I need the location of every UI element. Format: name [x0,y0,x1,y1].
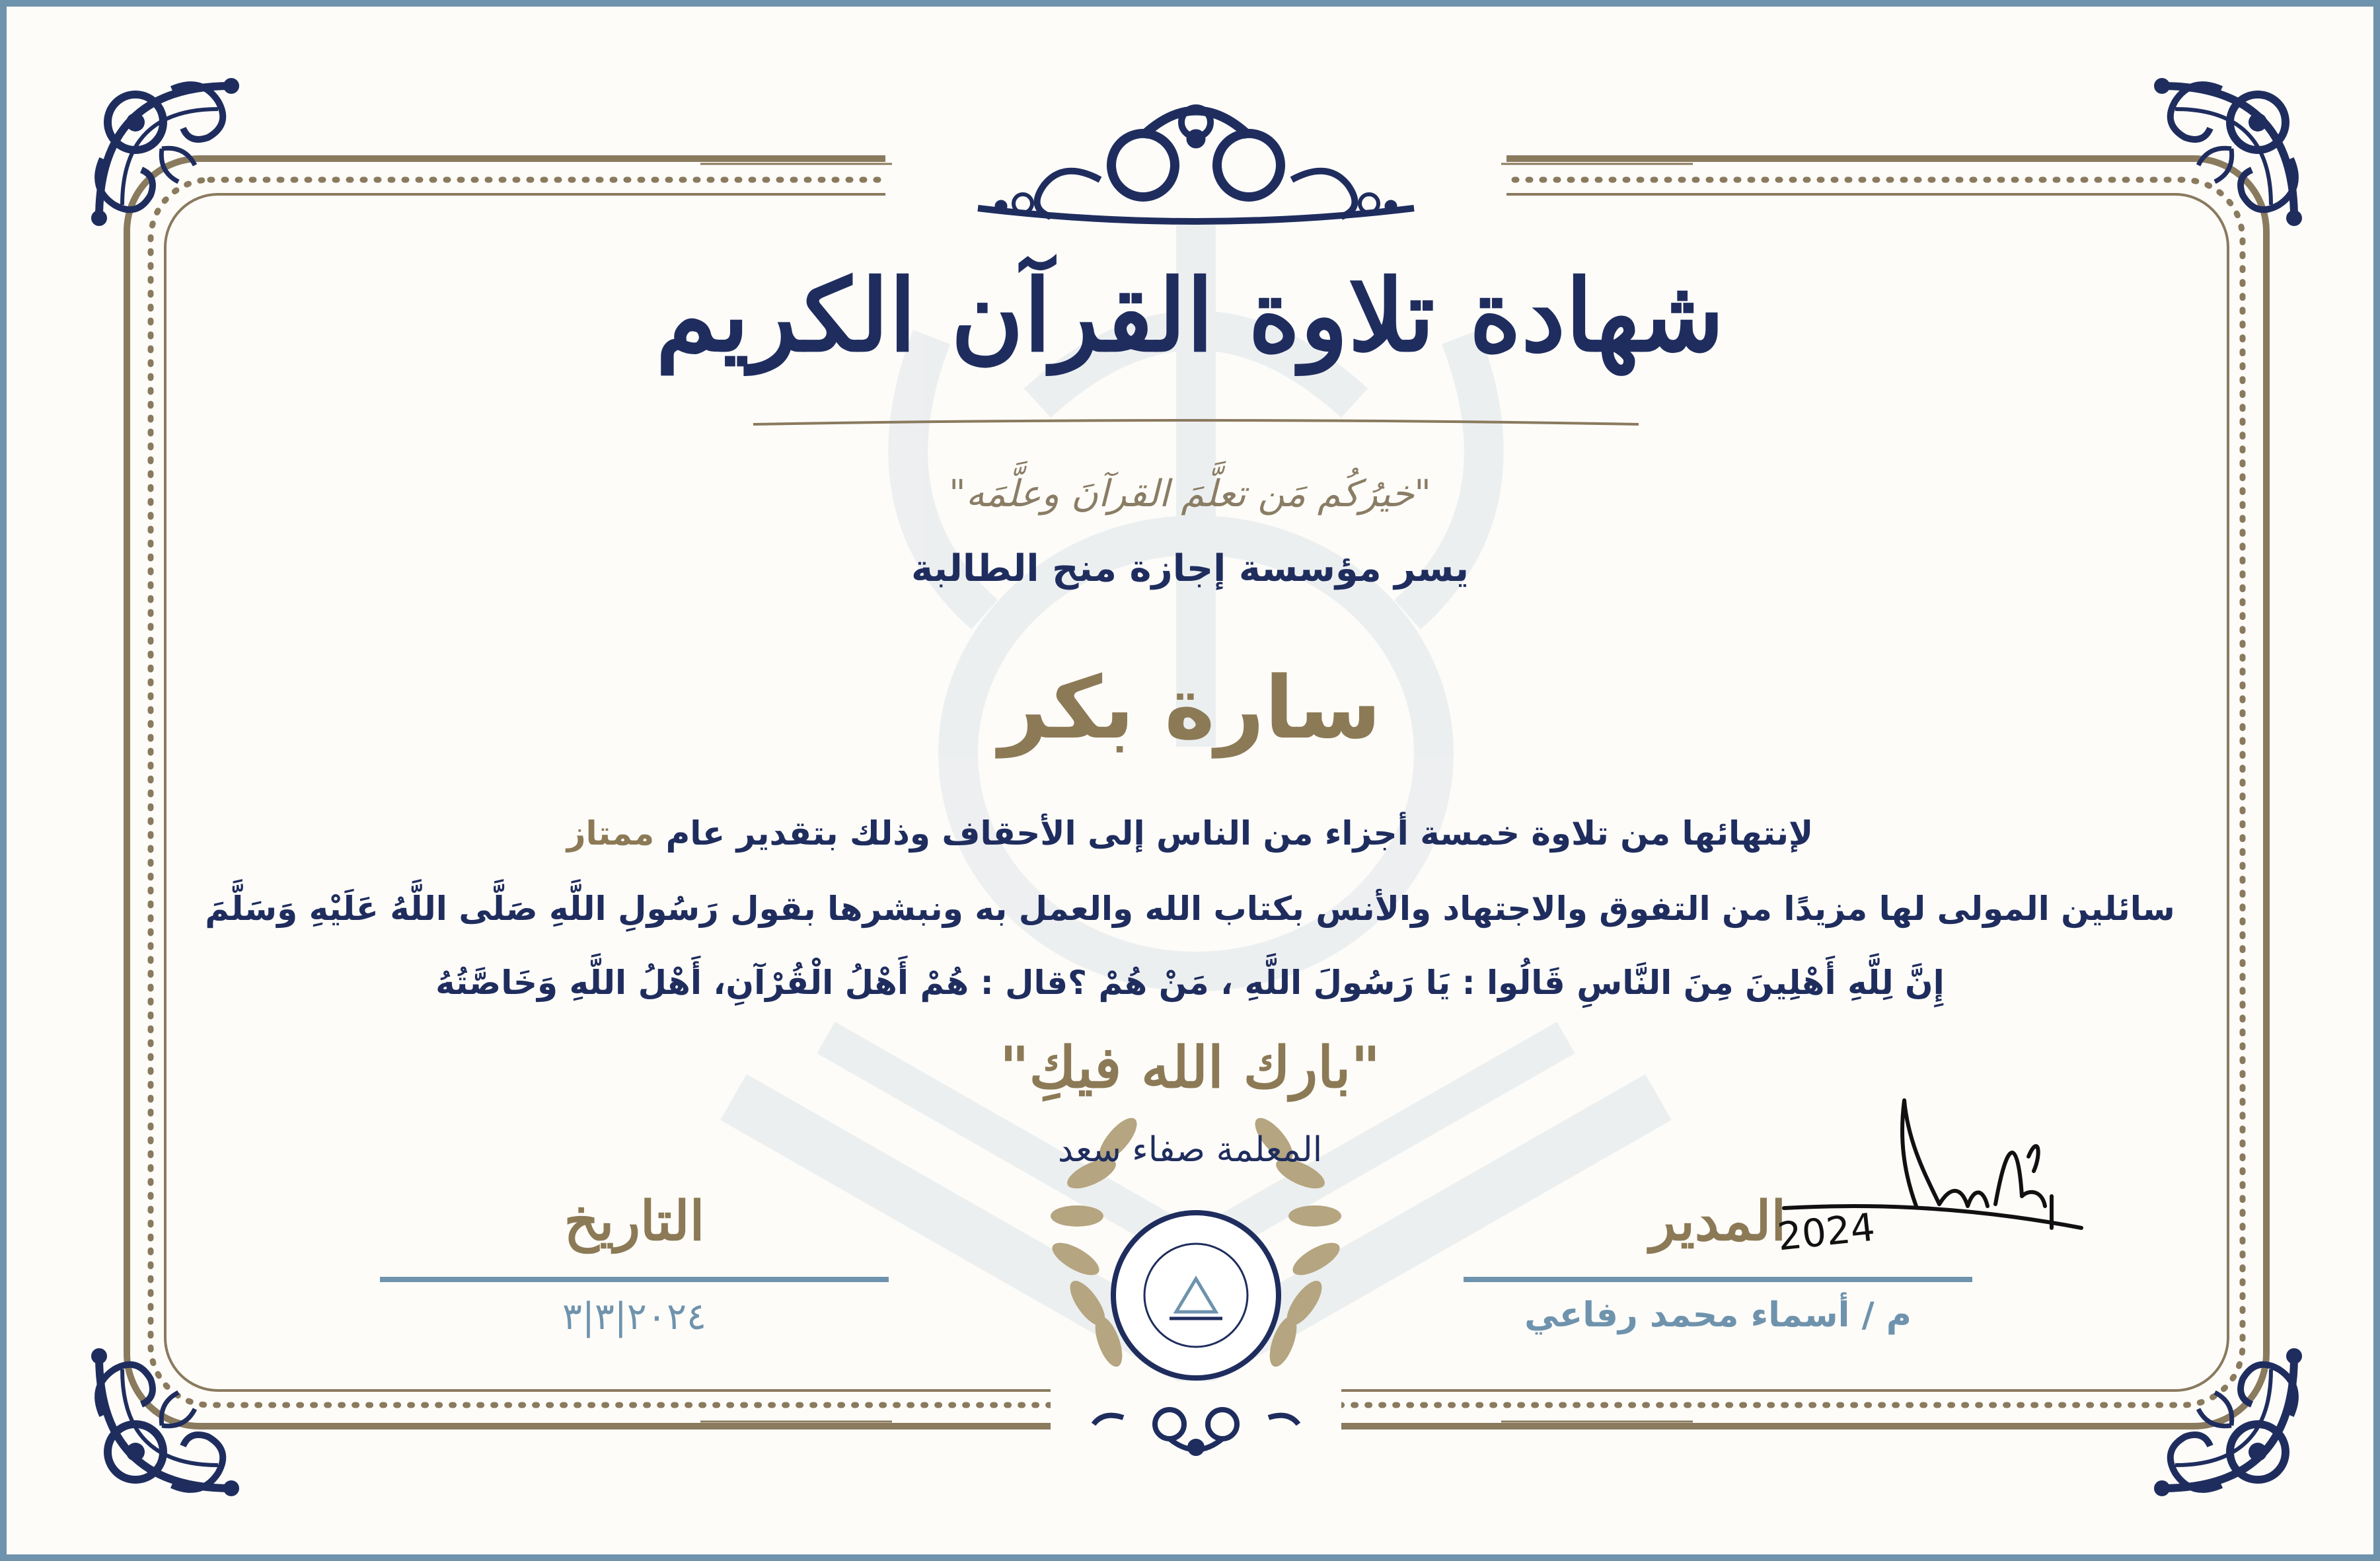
certificate-title: شهادة تلاوة القرآن الكريم [655,258,1725,374]
director-label: المدير [1649,1190,1787,1253]
blessing-text: "بارك الله فيكِ" [999,1034,1381,1101]
hadith-quote: "خيرُكُم مَن تعلَّمَ القرآنَ وعلَّمَه" [948,473,1432,515]
signature-year: 2024 [1775,1204,1877,1260]
body-line-3: إِنَّ لِلَّهِ أَهْلِينَ مِنَ النَّاسِ قَالُوا : يَا رَسُولَ اللَّهِ ، مَنْ هُمْ ؟قال : هُمْ أَهْلُ الْقُرْآنِ، أَهْلُ اللَّهِ وَخَاصَّتُهُ [435,964,1945,1002]
body-line-2: سائلين المولى لها مزيدًا من التفوق والاجتهاد والأنس بكتاب الله والعمل به ونبشرها بقول رَسُولِ اللَّهِ صَلَّى اللَّهُ عَلَيْهِ وَسَلَّمَ [205,890,2175,928]
body-line-1-text: لإنتهائها من تلاوة خمسة أجزاء من الناس إلى الأحقاف وذلك بتقدير عام [665,814,1814,853]
date-label: التاريخ [564,1190,705,1253]
teacher-name: المعلمة صفاء سعد [1057,1130,1323,1170]
student-name: سارة بكر [998,658,1382,758]
body-line-1 [7,814,2373,853]
grade-value: ممتاز [566,814,655,853]
date-value: ٢٠٢٤|٣|٣ [562,1295,707,1338]
grant-statement: يسر مؤسسة إجازة منح الطالبة [911,547,1469,590]
certificate-decorations [7,7,2380,1561]
director-name: م / أسماء محمد رفاعي [1524,1295,1912,1335]
